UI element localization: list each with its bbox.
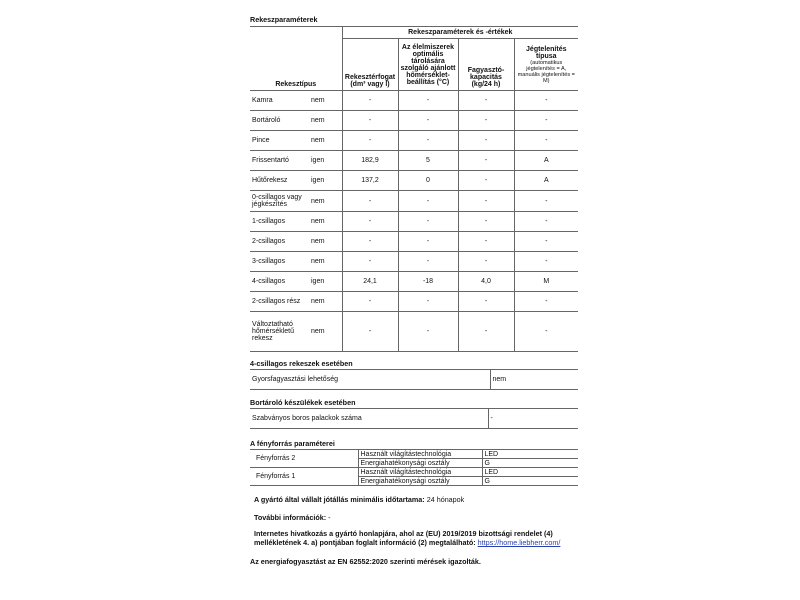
table-row [250, 151, 578, 171]
row-name: 1-csillagos [250, 212, 305, 232]
row-volume: 137,2 [342, 171, 398, 191]
row-defrost: - [514, 91, 578, 111]
row-volume: 182,9 [342, 151, 398, 171]
row-present: nem [305, 252, 342, 272]
table-row [250, 91, 578, 111]
row-temp: - [398, 191, 458, 212]
row-temp: -18 [398, 272, 458, 292]
row-temp: - [398, 252, 458, 272]
row-name: Frissentartó [250, 151, 305, 171]
row-temp: - [398, 91, 458, 111]
table-row [250, 191, 578, 212]
row-name: 2-csillagos rész [250, 292, 305, 312]
table-row [250, 131, 578, 151]
light-tech-label: Használt világítástechnológia [358, 450, 482, 459]
row-present: nem [305, 131, 342, 151]
row-freeze: - [458, 292, 514, 312]
row-volume: 24,1 [342, 272, 398, 292]
wine-value: - [488, 409, 578, 429]
table-row [250, 272, 578, 292]
row-defrost: - [514, 111, 578, 131]
row-name: Bortároló [250, 111, 305, 131]
wine-table [250, 408, 578, 429]
row-temp: - [398, 111, 458, 131]
row-name: 4-csillagos [250, 272, 305, 292]
light-source-name: Fényforrás 1 [250, 468, 358, 486]
light-tech-label: Használt világítástechnológia [358, 468, 482, 477]
light-class-value: G [482, 477, 578, 486]
table-row [250, 171, 578, 191]
website-info [250, 529, 578, 547]
more-info-value: - [328, 513, 331, 522]
row-freeze: - [458, 111, 514, 131]
row-freeze: - [458, 171, 514, 191]
table-row [250, 212, 578, 232]
row-volume: - [342, 111, 398, 131]
light-tech-value: LED [482, 450, 578, 459]
row-present: nem [305, 91, 342, 111]
row-name: Változtatható hőmérsékletű rekesz [250, 312, 305, 352]
more-info-label: További információk: [254, 513, 327, 522]
row-temp: - [398, 212, 458, 232]
four-star-table [250, 369, 578, 390]
table-row [250, 232, 578, 252]
row-defrost: - [514, 212, 578, 232]
row-defrost: - [514, 191, 578, 212]
section-title-wine: Bortároló készülékek esetében [250, 398, 356, 407]
row-defrost: - [514, 131, 578, 151]
table-row [250, 111, 578, 131]
row-freeze: - [458, 312, 514, 352]
row-volume: - [342, 252, 398, 272]
table-row [250, 312, 578, 352]
header-type: Rekesztípus [250, 39, 342, 91]
row-present: nem [305, 232, 342, 252]
header-freeze: Fagyasztó-kapacitás (kg/24 h) [458, 39, 514, 91]
warranty-label: A gyártó által vállalt jótállás minimális időtartama: [254, 495, 425, 504]
row-name: Kamra [250, 91, 305, 111]
row-defrost: - [514, 292, 578, 312]
row-freeze: - [458, 151, 514, 171]
row-present: nem [305, 312, 342, 352]
row-temp: 0 [398, 171, 458, 191]
row-freeze: - [458, 91, 514, 111]
row-freeze: 4,0 [458, 272, 514, 292]
wine-label: Szabványos boros palackok száma [250, 409, 488, 429]
website-label: Internetes hivatkozás a gyártó honlapjára, ahol az (EU) 2019/2019 bizottsági rendelet (4) mellékletének 4. a) pontjában foglalt információ (2) megtalálható: [254, 529, 553, 547]
table-row [250, 252, 578, 272]
row-freeze: - [458, 191, 514, 212]
manufacturer-link[interactable]: https://home.liebherr.com/ [477, 538, 561, 547]
header-defrost-title: Jégtelenítés típusa [526, 45, 567, 60]
row-name: Hűtőrekesz [250, 171, 305, 191]
header-volume: Rekesztérfogat (dm³ vagy l) [342, 39, 398, 91]
row-name: 0-csillagos vagy jégkészítés [250, 191, 305, 212]
row-freeze: - [458, 131, 514, 151]
light-table [250, 449, 578, 486]
section-title-four-star: 4-csillagos rekeszek esetében [250, 359, 353, 368]
row-defrost: - [514, 232, 578, 252]
section-title-light: A fényforrás paraméterei [250, 439, 335, 448]
row-temp: - [398, 292, 458, 312]
light-class-label: Energiahatékonysági osztály [358, 459, 482, 468]
row-defrost: M [514, 272, 578, 292]
header-group: Rekeszparaméterek és -értékek [342, 27, 578, 39]
light-source-name: Fényforrás 2 [250, 450, 358, 468]
row-freeze: - [458, 232, 514, 252]
section-title-compartments: Rekeszparaméterek [250, 15, 318, 24]
row-volume: - [342, 131, 398, 151]
header-temp: Az élelmiszerek optimális tárolására szolgáló ajánlott hőmérséklet-beállítás (°C) [398, 39, 458, 91]
four-star-label: Gyorsfagyasztási lehetőség [250, 370, 490, 390]
row-present: igen [305, 151, 342, 171]
warranty-line [250, 495, 578, 505]
row-volume: - [342, 191, 398, 212]
compartment-table [250, 26, 578, 352]
light-class-value: G [482, 459, 578, 468]
row-volume: - [342, 312, 398, 352]
row-name: 3-csillagos [250, 252, 305, 272]
warranty-value: 24 hónapok [426, 495, 465, 504]
light-tech-value: LED [482, 468, 578, 477]
row-temp: - [398, 232, 458, 252]
row-name: 2-csillagos [250, 232, 305, 252]
more-info-line [250, 513, 578, 523]
row-freeze: - [458, 212, 514, 232]
row-present: nem [305, 292, 342, 312]
row-defrost: - [514, 312, 578, 352]
footer-note: Az energiafogyasztást az EN 62552:2020 szerinti mérések igazolták. [250, 557, 481, 566]
row-present: igen [305, 272, 342, 292]
document-page [250, 14, 578, 567]
row-present: igen [305, 171, 342, 191]
table-row [250, 292, 578, 312]
four-star-value: nem [490, 370, 578, 390]
row-defrost: - [514, 252, 578, 272]
row-defrost: A [514, 151, 578, 171]
row-temp: 5 [398, 151, 458, 171]
light-class-label: Energiahatékonysági osztály [358, 477, 482, 486]
header-defrost [514, 39, 578, 91]
row-freeze: - [458, 252, 514, 272]
row-temp: - [398, 312, 458, 352]
row-volume: - [342, 212, 398, 232]
row-name: Pince [250, 131, 305, 151]
row-present: nem [305, 191, 342, 212]
row-temp: - [398, 131, 458, 151]
row-defrost: A [514, 171, 578, 191]
row-volume: - [342, 292, 398, 312]
row-volume: - [342, 91, 398, 111]
header-defrost-note: (automatikus jégtelenítés = A, manuális jégtelenítés = M) [517, 59, 575, 84]
row-present: nem [305, 111, 342, 131]
row-volume: - [342, 232, 398, 252]
row-present: nem [305, 212, 342, 232]
